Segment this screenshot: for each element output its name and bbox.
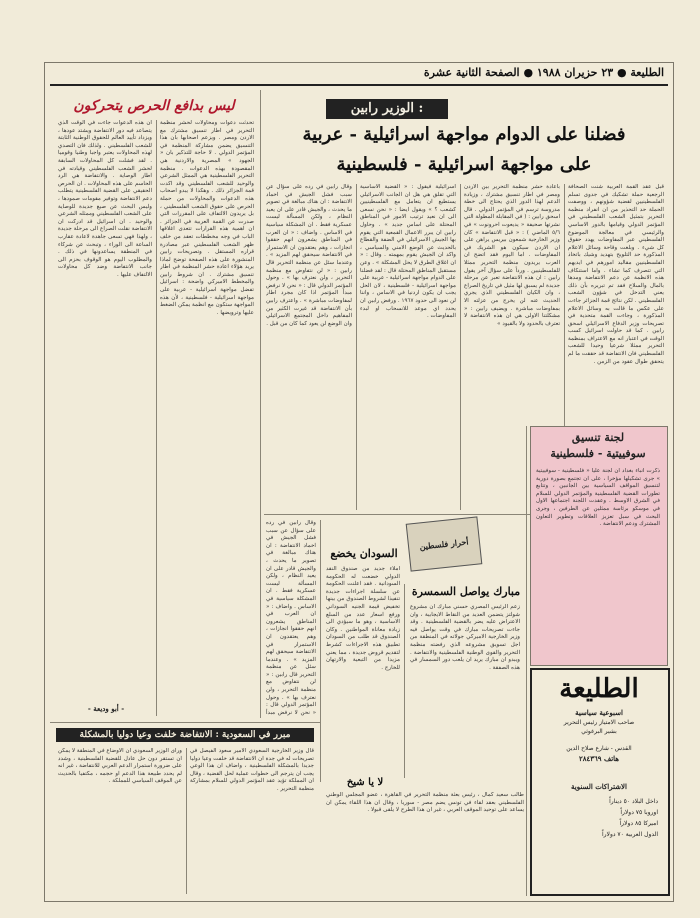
left-headline: ليس بدافع الحرص يتحركون bbox=[73, 98, 235, 114]
folio-rule bbox=[50, 84, 668, 86]
saudi-col-right bbox=[190, 748, 314, 894]
saudi-left-text: ورأى الوزير السعودي ان الاوضاع في المنطقة لا يمكن ان تستقر دون حل عادل للقضية الفلسطينية ، وشدد على ضرورة استمرار الدعم العربي للانتفاضة ، غير انه لم يحدد طبيعة هذا الدعم او حجمه ، مكتفيا بالحديث عن الموقف السياسي للمملكة . bbox=[58, 748, 182, 785]
main-kicker: الوزير رابين : bbox=[326, 99, 448, 119]
sudan-headline: السودان يخضع bbox=[330, 547, 398, 560]
main-story-col3 bbox=[360, 184, 456, 510]
main-col1-text: قبل عقد القمة العربية شنت الصحافة الرجعية حملة تشكيك في جدوى تسلم الفلسطينيين لقضية شؤونهم ، ووصفت الحملة حد التحذير من ان انفراد منظمة التحرير بتمثيل الشعب الفلسطيني في المؤتمر الدولي وقيامها بالدور الاساسي والرئيسي في معالجة الموضوع الفلسطيني عبر المفاوضات يهدد حقوق كل شيء . وبلغت وقاحة وسائل الاعلام المذكورة حد التلويح بتهديد وشيك باتخاذ الفلسطينيين مقاليد امورهم في ايديهم التي تتصرف كما تشاء . واما استنكاف هذه الانظمة عن دعم الانتفاضة ومدها بالمال والسلاح فقد تم تبريره بأن ذلك يعني التدخل في شؤون الشعب الفلسطيني . لكن نتائج قمة الجزائر جاءت على عكس ما قالت به وسائل الاعلام المذكورة ، وجاءت القمة متحدية في تصريحات وزير الدفاع الاسرائيلي اسحق رابين . كما قد حاولت اسرائيل كسب الوقت في اعتبار انه مع الاعتراف بمنظمة التحرير ممثلا شرعيا وحيدا للشعب الفلسطيني فان الانتفاضة قد حققت ما لم يتحقق طوال عقود من الزمن . bbox=[568, 184, 664, 365]
subscription-item: اوروبا ٧٥ دولاراً bbox=[620, 809, 658, 816]
promo-title: لجنة تنسيق bbox=[571, 431, 625, 444]
col-divider bbox=[356, 184, 357, 510]
left-col-left-text: ان هذه الدعوات جاءت في الوقت الذي يتصاعد فيه دور الانتفاضة ويشتد عودها ، ويزداد تأييد العالم للحقوق الوطنية الثابتة للشعب الفلسطيني . ولذلك فان التصدي لهذه المحاولات يعتبر واجبا وطنيا وقوميا . لقد فشلت كل المحاولات السابقة لحشر الشعب الفلسطيني وقيادته في اطار الوصاية . والانتفاضة هي الرد الحاسم على هذه المحاولات . ان الحرص الحقيقي على القضية الفلسطينية يتطلب دعم الانتفاضة وتوفير مقومات صمودها ، وليس البحث عن صيغ جديدة للوصاية على الشعب الفلسطيني وممثله الشرعي والوحيد . ان اسرائيل قد ادركت ان الانتفاضة نقلت الصراع الى مرحلة جديدة ، ولهذا فهي تسعى جاهدة لاعادة عقارب الساعة الى الوراء ، وتبحث عن شركاء في المنطقة يساعدونها في ذلك . والمطلوب اليوم هو الوقوف بحزم الى جانب الانتفاضة وضد كل محاولات الالتفاف عليها . bbox=[58, 120, 152, 278]
egypt-text: زعم الرئيس المصري حسني مبارك ان مشروع شولتز يتضمن العديد من النقاط الايجابية ، وان الاعتراض عليه يضر بالقضية الفلسطينية . وقد جاءت تصريحات مبارك في وقت يواصل فيه وزير الخارجية الاميركي جولاته في المنطقة من اجل تسويق مشروعه الذي رفضته منظمة التحرير والقوى الوطنية الفلسطينية والانتفاضة . ويبدو ان مبارك يريد ان يلعب دور السمسار في هذه الصفقة . bbox=[410, 604, 520, 671]
masthead-address: القدس - شارع صلاح الدين bbox=[566, 745, 632, 752]
section-divider bbox=[260, 90, 261, 718]
masthead-editor: بشير البرغوثي bbox=[581, 728, 617, 735]
col-divider bbox=[460, 184, 461, 510]
col-divider bbox=[320, 520, 321, 782]
sudan-text-col bbox=[326, 566, 400, 778]
masthead-tagline: اسبوعية سياسية bbox=[575, 708, 623, 717]
main-story-continued bbox=[266, 520, 316, 716]
subscription-title: الاشتراكات السنوية bbox=[571, 782, 627, 791]
saudi-right-text: قال وزير الخارجية السعودي الامير سعود الفيصل في تصريحات له في جدة ان الانتفاضة قد خلفت وعيا دوليا جديدا بالمشكلة الفلسطينية ، واضاف ان هذا الوعي يجب ان يترجم الى خطوات عملية لحل القضية ، وقال ان المملكة تؤيد عقد المؤتمر الدولي للسلام بمشاركة منظمة التحرير . bbox=[190, 748, 314, 792]
main-col2-text: باعادة حشر منظمة التحرير بين الاردن ومصر في اطار تنسيق مشترك ، وزيادة الدعم لهذا الدور الذي يحتاج الى خطة مدروسة ترسم في المؤتمر الدولي . قال اسحق رابين : ( في المقابلة المطولة التي نشرتها صحيفة « يديعوت احرونوت » في ٥/٦ الماضي ) : « قبل الانتفاضة » كان وزير الخارجية شمعون بيريس يراهن على ان الاردن سيكون هو الشريك في المفاوضات . اما اليوم فقد اتضح ان العرب يريدون منظمة التحرير ممثلا للفلسطينيين . ورداً على سؤال آخر يقول رابين : ان هذه الانتفاضة تعبر عن مرحلة جديدة لم يسبق لها مثيل في تاريخ الصراع ، وان الكيان الفلسطيني الذي يجري الحديث عنه لن يخرج من عزلته الا بمفاوضات مباشرة . ويضيف رابين : « مشكلتنا الاولى هي ان هذه الانتفاضة لا تعترف بالحدود ولا بالقيود » bbox=[464, 184, 560, 327]
egypt-text-col bbox=[410, 604, 520, 778]
masthead-title: الطليعة bbox=[559, 674, 639, 704]
main-continued-text: وقال رابين في رده على سؤال عن سبب فشل الجيش في اخماد الانتفاضة : ان هناك مبالغة في تصوير ما يحدث ، والجيش قادر على ان يعيد النظام ، ولكن المسألة ليست عسكرية فقط . ان المشكلة سياسية في الاساس . واضاف : « ان العرب في المناطق يشعرون انهم حققوا انجازات ، وهم يعتقدون ان الاستمرار في الانتفاضة سيحقق لهم المزيد » . وعندما سئل عن منظمة التحرير قال رابين : « لن نتفاوض مع منظمة التحرير ، ولن نعترف بها » . وحول المؤتمر الدولي قال : « نحن لا نرفض مبدأ bbox=[266, 520, 316, 716]
no-sheikh-text: طالب سعيد كمال ، رئيس بعثة منظمة التحرير في القاهرة ، عضو المجلس الوطني الفلسطيني بعقد لقاء في تونس يضم مصر - سوريا ، وقال ان هذا اللقاء يمكن ان يساعد على توحيد الموقف العربي ، غير ان هذا الطرح لا يلقى قبولا . bbox=[326, 792, 524, 814]
stamp-label: أحرار فلسطين bbox=[419, 536, 469, 552]
left-signature: - أبو وديعة - bbox=[87, 704, 125, 713]
masthead-phone-row bbox=[540, 754, 658, 764]
stamp-image bbox=[406, 516, 483, 571]
subscription-list bbox=[540, 796, 658, 840]
left-story-col-left bbox=[58, 120, 152, 706]
sudan-text: املاء جديد من صندوق النقد الدولي خضعت له الحكومة السودانية . فقد اعلنت الحكومة عن سلسلة اجراءات جديدة تنفيذا لشروط الصندوق من بينها تخفيض قيمة الجنيه السوداني ورفع اسعار عدد من السلع الاساسية ، وهو ما سيؤدي الى زيادة معاناة المواطنين . وكان الصندوق قد طلب من السودان تطبيق هذه الاجراءات كشرط لتقديم قروض جديدة ، مما يعني مزيدا من التبعية والارتهان للخارج . bbox=[326, 566, 400, 671]
col-divider bbox=[156, 120, 157, 716]
main-col3-text: اسرائيلية فيقول : « القضية الاساسية التي تقلق هي هل ان الجانب الاسرائيلي يستطيع ان يتعامل مع الفلسطينيين كشعب ؟ » ويقول ايضا : « نحن نسعى الى ان نعيد ترتيب الامور في المناطق المحتلة على اساس جديد » . وحاول رابين ان يبرر الاعمال القمعية التي يقوم بها الجيش الاسرائيلي في الضفة والقطاع بالحديث عن الوضع الامني والسياسي ، واكد ان الجيش يقوم بمهمته . وقال : « ان اغلاق الطرق لا يحل المشكلة » . وعن مستقبل المناطق المحتلة قال : لقد فضلنا على الدوام مواجهة اسرائيلية - عربية على مواجهة اسرائيلية - فلسطينية ، لان الحل يجب ان يكون اردنيا في الاساس ، واننا لن نعود الى حدود ١٩٦٧ . ورفض رابين ان يحدد اي موعد للانسحاب او لبدء المفاوضات . bbox=[360, 184, 456, 320]
subscription-item: داخل البلاد ٥٠ ديناراً bbox=[609, 798, 658, 805]
subscription-item: الدول العربية ٧٠ دولاراً bbox=[601, 831, 658, 838]
col-divider bbox=[526, 426, 527, 896]
masthead-owner: صاحب الامتياز رئيس التحرير bbox=[563, 719, 635, 726]
promo-text: ذكرت انباء بغداد ان لجنة عليا « فلسطينية - سوفييتية » جرى تشكيلها مؤخرا ، على ان تجتمع بصورة دورية لتنسيق المواقف السياسية بين الجانبين ، وتتابع تطورات القضية الفلسطينية والمؤتمر الدولي للسلام في الشرق الاوسط . وعقدت اللجنة اجتماعها الاول في موسكو برئاسة ممثلين عن الطرفين ، وجرى البحث في سبل تعزيز العلاقات وتطوير التعاون المشترك ودعم الانتفاضة . bbox=[536, 468, 660, 528]
left-story-col-right bbox=[160, 120, 254, 676]
saudi-headline: مبرر في السعودية : الانتفاضة خلفت وعيا دوليا بالمشكلة bbox=[56, 728, 314, 742]
main-col4-text: وقال رابين في رده على سؤال عن سبب فشل الجيش في اخماد الانتفاضة : ان هناك مبالغة في تصوير ما يحدث ، والجيش قادر على ان يعيد النظام ، ولكن المسألة ليست عسكرية فقط . ان المشكلة سياسية في الاساس . واضاف : « ان العرب في المناطق يشعرون انهم حققوا انجازات ، وهم يعتقدون ان الاستمرار في الانتفاضة سيحقق لهم المزيد » . وعندما سئل عن منظمة التحرير قال رابين : « لن نتفاوض مع منظمة التحرير ، ولن نعترف بها » . وحول المؤتمر الدولي قال : « نحن لا نرفض مبدأ المؤتمر اذا كان مجرد اطار لمفاوضات مباشرة » . واعترف رابين بأن الانتفاضة قد غيرت الكثير من المفاهيم داخل المجتمع الاسرائيلي وان الوضع لن يعود كما كان من قبل . bbox=[266, 184, 352, 327]
no-sheikh-text-col bbox=[326, 792, 524, 892]
promo-text-col bbox=[536, 468, 660, 658]
phone-label: هاتف bbox=[603, 754, 620, 763]
saudi-col-left bbox=[58, 748, 182, 894]
col-divider bbox=[186, 748, 187, 894]
subscription-item: اميركا ٨٥ دولاراً bbox=[619, 820, 658, 827]
no-sheikh-headline: لا يا شيخ bbox=[346, 777, 384, 788]
left-col-right-text: تحدثت دعوات ومحاولات لحشر منظمة التحرير في اطار تنسيق مشترك مع الاردن ومصر . ويزعم اصحابها بان هذا التنسيق يضمن مشاركة المنظمة في المؤتمر الدولي . لا حاجة للتذكير بان « الجهود » المصرية والاردنية هي المقصودة بهذه الدعوات . منظمة التحرير الفلسطينية هي الممثل الشرعي والوحيد للشعب الفلسطيني وقد اكدت قمة الجزائر ذلك . وهكذا لا يبدو اصحاب هذه الدعوات والمحاولات من حملة الحرص على حقوق الشعب الفلسطيني ، بل يريدون الالتفاف على المقررات التي صدرت عن القمة العربية في الجزائر . ان اهمية هذه القرارات تتعدى اغلاقها الباب في وجه مخططات تعقد من خلف ظهر الشعب الفلسطيني عبر مصادرة قراره المستقل . وتصريحات رابين المنشورة على هذه الصفحة توضح لماذا يريد هؤلاء اعادة حشر المنظمة في اطار تنسيق مشترك . ان شروط رابين والمخطط الاميركي واضحة : اسرائيل تفضل مواجهة اسرائيلية - عربية على مواجهة اسرائيلية - فلسطينية ، لأن هذه المواجهة ستكون مع انظمة يمكن الضغط عليها وترويضها . bbox=[160, 120, 254, 316]
main-headline-line1: فضلنا على الدوام مواجهة اسرائيلية - عربية bbox=[302, 124, 626, 145]
section-rule bbox=[50, 722, 320, 723]
main-story-col4 bbox=[266, 184, 352, 510]
main-headline-line2: على مواجهة اسرائيلية - فلسطينية bbox=[336, 154, 592, 175]
promo-subtitle: سوفييتية - فلسطينية bbox=[550, 447, 646, 460]
phone-number: ٢٨٤٣٦٩ bbox=[578, 754, 602, 763]
egypt-headline: مبارك يواصل السمسرة bbox=[411, 585, 521, 598]
col-divider bbox=[404, 584, 405, 778]
folio-line: الطليعة ● ٢٣ حزيران ١٩٨٨ ● الصفحة الثانية عشرة bbox=[423, 66, 664, 79]
